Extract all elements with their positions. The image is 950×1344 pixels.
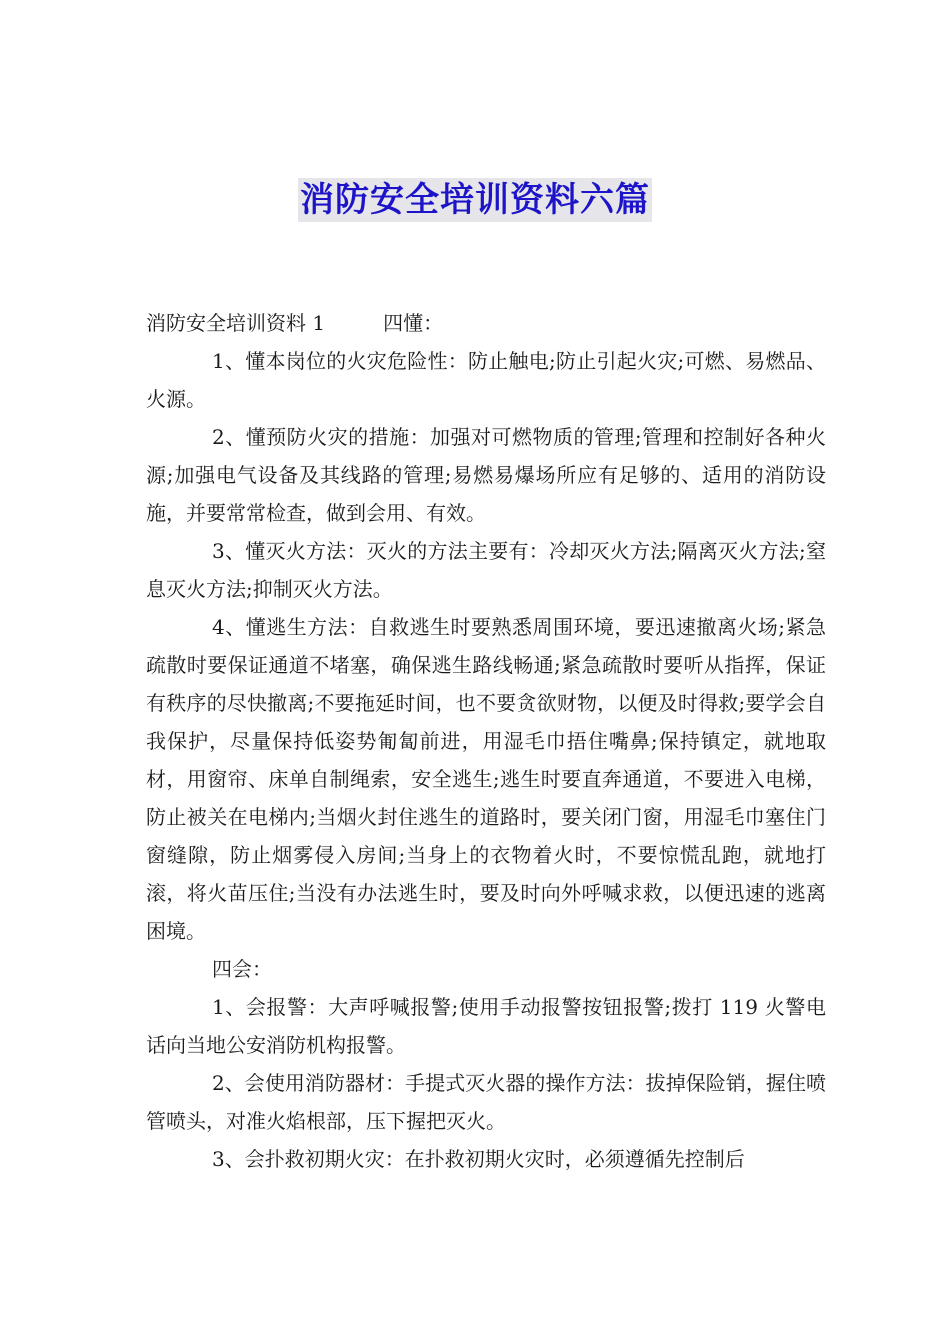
intro-heading: 消防安全培训资料 1 xyxy=(146,311,326,335)
paragraph-can-1: 1、会报警：大声呼喊报警;使用手动报警按钮报警;拨打 119 火警电话向当地公安消防机构报警。 xyxy=(146,995,826,1057)
four-can-heading: 四会： xyxy=(212,957,272,981)
paragraph-understand-1: 1、懂本岗位的火灾危险性：防止触电;防止引起火灾;可燃、易燃品、火源。 xyxy=(146,349,826,411)
document-title-text: 消防安全培训资料六篇 xyxy=(300,180,650,220)
paragraph-understand-2: 2、懂预防火灾的措施：加强对可燃物质的管理;管理和控制好各种火源;加强电气设备及其线路的管理;易燃易爆场所应有足够的、适用的消防设施，并要常常检查，做到会用、有效。 xyxy=(146,425,826,525)
paragraph-can-3: 3、会扑救初期火灾：在扑救初期火灾时，必须遵循先控制后 xyxy=(212,1147,745,1171)
intro-line xyxy=(146,304,826,342)
paragraph-understand-4: 4、懂逃生方法：自救逃生时要熟悉周围环境，要迅速撤离火场;紧急疏散时要保证通道不堵塞，确保逃生路线畅通;紧急疏散时要听从指挥，保证有秩序的尽快撤离;不要拖延时间，也不要贪欲财物，以便及时得救;要学会自我保护，尽量保持低姿势匍匐前进，用湿毛巾捂住嘴鼻;保持镇定，就地取材，用窗帘、床单自制绳索，安全逃生;逃生时要直奔通道，不要进入电梯，防止被关在电梯内;当烟火封住逃生的道路时，要关闭门窗，用湿毛巾塞住门窗缝隙，防止烟雾侵入房间;当身上的衣物着火时，不要惊慌乱跑，就地打滚，将火苗压住;当没有办法逃生时，要及时向外呼喊求救，以便迅速的逃离困境。 xyxy=(146,615,826,943)
paragraph-can-2: 2、会使用消防器材：手提式灭火器的操作方法：拔掉保险销，握住喷管喷头，对准火焰根部，压下握把灭火。 xyxy=(146,1071,826,1133)
document-title xyxy=(0,178,950,222)
document-body xyxy=(146,304,826,1178)
paragraph-understand-3: 3、懂灭火方法：灭火的方法主要有：冷却灭火方法;隔离灭火方法;窒息灭火方法;抑制灭火方法。 xyxy=(146,539,826,601)
four-understand-heading: 四懂： xyxy=(383,311,444,335)
